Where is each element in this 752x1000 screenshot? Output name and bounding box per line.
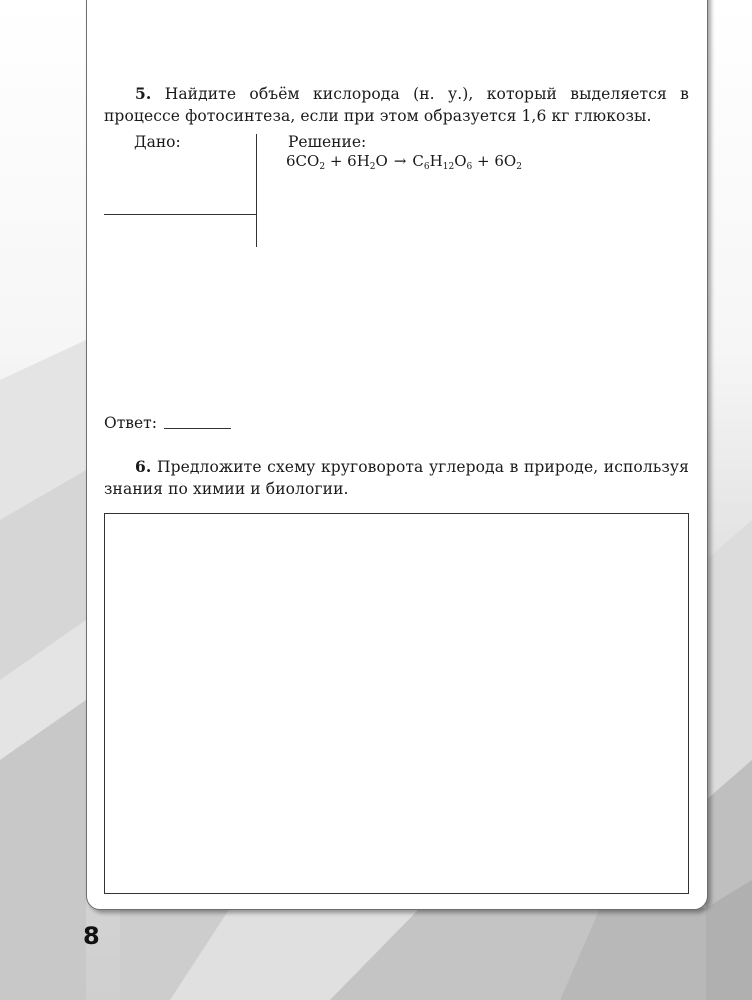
- eq-h2: + 6H: [325, 152, 370, 170]
- eq-h2o-o: O: [375, 152, 388, 170]
- given-solution-divider: [256, 134, 257, 247]
- given-label: Дано:: [134, 133, 181, 151]
- task-6-body: Предложите схему круговорота углерода в природе, используя знания по химии и биологии.: [104, 458, 690, 498]
- eq-c: C: [412, 152, 424, 170]
- eq-o-sub: 6: [466, 162, 473, 172]
- eq-o2: + 6O: [472, 152, 517, 170]
- given-underline: [104, 214, 256, 215]
- page-number: 8: [83, 922, 100, 950]
- photosynthesis-equation: [286, 152, 522, 170]
- carbon-cycle-drawing-area[interactable]: [104, 513, 689, 894]
- solution-label: Решение:: [288, 133, 367, 151]
- eq-o: O: [454, 152, 467, 170]
- eq-h-sub: 12: [442, 162, 455, 172]
- eq-c-sub: 6: [423, 162, 430, 172]
- eq-o2-sub: 2: [516, 162, 522, 172]
- eq-co2-sub: 2: [319, 162, 326, 172]
- task-6-number: 6.: [135, 457, 152, 476]
- eq-h2-sub: 2: [369, 162, 376, 172]
- answer-blank[interactable]: [164, 428, 231, 429]
- eq-h: H: [429, 152, 443, 170]
- task-5-text: [104, 83, 689, 127]
- eq-co2: 6CO: [286, 152, 320, 170]
- task-5-number: 5.: [135, 84, 152, 103]
- eq-arrow: →: [393, 152, 407, 170]
- answer-label: Ответ:: [104, 414, 157, 432]
- task-5-body: Найдите объём кислорода (н. у.), который выделяется в процессе фотосинтеза, если при этом образуется 1,6 кг глюкозы.: [104, 85, 689, 125]
- task-6-text: [104, 456, 689, 500]
